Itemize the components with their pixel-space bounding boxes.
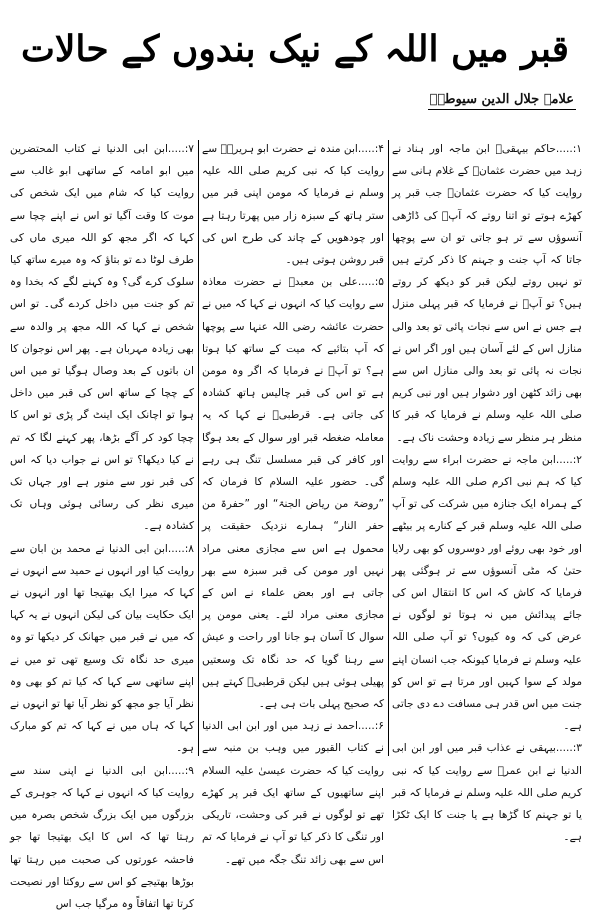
- paragraph: ۳:.....بیہقی نے عذاب قبر میں اور ابن ابی الدنیا نے ابن عمرؓ سے روایت کیا کہ نبی کریم صلی اللہ علیہ وسلم نے فرمایا کہ قبر یا تو جہنم کا گڑھا ہے یا جنت کا ایک ٹکڑا ہے۔: [392, 742, 582, 844]
- text-column-left: [10, 138, 194, 910]
- paragraph: ۸:.....ابن ابی الدنیا نے محمد بن ابان سے روایت کیا اور انہوں نے حمید سے انہوں نے کہا کہ میرا ایک بھتیجا تھا اور انہوں نے ایک حکایت بیان کی لیکن انہوں نے یہ کہا کہ میں نے قبر میں جھانک کر دیکھا تو وہ میری حد نگاہ تک وسیع تھی تو میں نے اپنے ساتھی سے کہا کہ کیا تم کو بھی وہ نظر آیا جو مجھ کو نظر آیا تھا تو انہوں نے کہا کہ ہاں میں نے کہا کہ تم کو مبارک ہو۔: [10, 542, 194, 755]
- paragraph: ۵:.....علی بن معبدؒ نے حضرت معاذہ سے روایت کیا کہ انہوں نے کہا کہ میں نے حضرت عائشہ رضی اللہ عنہا سے پوچھا کہ آپ بتائیے کہ میت کے ساتھ کیا ہوتا ہے؟ تو آپؓ نے فرمایا کہ اگر وہ مومن ہے تو اس کی قبر چالیس ہاتھ کشادہ کی جاتی ہے۔ قرطبیؒ نے کہا کہ یہ معاملہ ضغطہ قبر اور سوال کے بعد ہوگا اور کافر کی قبر مسلسل تنگ ہی رہے گی۔ حضور علیہ السلام کا فرمان کہ ”روضۃ من ریاض الجنۃ“ اور ”حفرۃ من حفر النار“ ہمارے نزدیک حقیقت پر محمول ہے اس سے مجازی معنی مراد نہیں اور مومن کی قبر سبزہ سے بھر جاتی ہے اور بعض علماء نے اس کے مجازی معنی مراد لئے۔ یعنی مومن پر سوال کا آسان ہو جانا اور راحت و عیش سے رہنا گویا کہ حد نگاہ تک وسعتیں پھیلی ہوئی ہیں لیکن قرطبیؒ کہتے ہیں کہ صحیح پہلی بات ہی ہے۔: [202, 276, 384, 711]
- paragraph: ۶:.....احمد نے زہد میں اور ابن ابی الدنیا نے کتاب القبور میں وہب بن منبہ سے روایت کیا کہ حضرت عیسیٰ علیہ السلام اپنے ساتھیوں کے ساتھ ایک قبر پر کھڑے تھے تو لوگوں نے قبر کی وحشت، تاریکی اور تنگی کا ذکر کیا تو آپ نے فرمایا کہ تم اس سے بھی زائد تنگ جگہ میں تھے۔: [202, 720, 384, 866]
- paragraph: ۴:.....ابن مندہ نے حضرت ابو ہریرہؓ سے روایت کیا کہ نبی کریم صلی اللہ علیہ وسلم نے فرمایا کہ مومن اپنی قبر میں ستر ہاتھ کے سبزہ زار میں پھرتا رہتا ہے اور چودھویں کے چاند کی طرح اس کی قبر روشن ہوتی ہیں۔: [202, 143, 384, 267]
- paragraph: ۹:.....ابن ابی الدنیا نے اپنی سند سے روایت کیا کہ انہوں نے کہا کہ جوہری کے بزرگوں میں ایک بزرگ شخص بصرہ میں رہتا تھا کہ اس کا ایک بھتیجا تھا جو فاحشہ عورتوں کی صحبت میں رہتا تھا بوڑھا بھتیجے کو اس سے روکتا اور نصیحت کرتا تھا اتفاقاً وہ مرگیا جب اس: [10, 764, 194, 910]
- author-name: علامہ جلال الدین سیوطیؒ: [428, 92, 577, 110]
- paragraph: ۷:.....ابن ابی الدنیا نے کتاب المحتضرین میں ابو امامہ کے ساتھی ابو غالب سے روایت کیا کہ شام میں ایک شخص کی موت کا وقت آگیا تو اس نے اپنے چچا سے کہا کہ اگر مجھ کو اللہ میری ماں کی طرف لوٹا دے تو بتاؤ کہ وہ میرے ساتھ کیا سلوک کرے گی؟ وہ کہنے لگے کہ بخدا وہ تم کو جنت میں داخل کردے گی۔ تو اس شخص نے کہا کہ اللہ مجھ پر والدہ سے بھی زیادہ مہربان ہے۔ پھر اس نوجوان کا ان باتوں کے بعد وصال ہوگیا تو میں اس کے چچا کے ساتھ اس کی قبر میں داخل ہوا تو اچانک ایک اینٹ گر پڑی تو اس کا چچا کود کر آگے بڑھا، پھر کہنے لگا کہ تم نے کیا دیکھا؟ تو اس نے جواب دیا کہ اس کی قبر نور سے منور ہے اور جہاں تک میری نظر کی رسائی ہوئی وہاں تک کشادہ ہے۔: [10, 143, 194, 533]
- column-divider: [198, 140, 199, 756]
- article-title: قبر میں اللہ کے نیک بندوں کے حالات: [20, 28, 569, 70]
- text-column-middle: [202, 138, 384, 866]
- paragraph: ۲:.....ابن ماجہ نے حضرت ابراء سے روایت کیا کہ ہم نبی اکرم صلی اللہ علیہ وسلم کے ہمراہ ایک جنازہ میں شرکت کی تو آپ صلی اللہ علیہ وسلم قبر کے کنارے پر بیٹھے اور خود بھی روئے اور دوسروں کو بھی رلایا حتیٰ کہ مٹی آنسوؤں سے تر ہوگئی پھر فرمایا کہ کاش کہ اس کا انتقال اس کی جائے پیدائش میں نہ ہوتا تو لوگوں نے عرض کی کہ وہ کیوں؟ تو آپ صلی اللہ علیہ وسلم نے فرمایا کیونکہ جب انسان اپنے مولد کے سوا کہیں اور مرتا ہے تو اس کو جنت میں اس قدر ہی مسافت دے دی جاتی ہے۔: [392, 453, 582, 733]
- text-column-right: [392, 138, 582, 844]
- column-divider: [388, 140, 389, 756]
- paragraph: ۱:.....حاکم بیہقیؒ ابن ماجہ اور ہناد نے زہد میں حضرت عثمانؓ کے غلام ہانی سے روایت کیا کہ حضرت عثمانؓ جب قبر پر کھڑے ہوتے تو اتنا روتے کہ آپؓ کی ڈاڑھی آنسوؤں سے تر ہو جاتی تو ان سے پوچھا جاتا کہ آپ جنت و جہنم کا ذکر کرتے ہیں تو نہیں روتے لیکن قبر کو دیکھ کر روتے ہیں؟ تو آپؓ نے فرمایا کہ قبر پہلی منزل ہے جس نے اس سے نجات پائی تو بعد والی منازل اس کے لئے آسان ہیں اور اگر اس نے نجات نہ پائی تو بعد والی منازل اس سے بھی زائد کٹھن اور دشوار ہیں اور نبی کریم صلی اللہ علیہ وسلم نے فرمایا کہ قبر کا منظر ہر منظر سے زیادہ وحشت ناک ہے۔: [392, 143, 582, 444]
